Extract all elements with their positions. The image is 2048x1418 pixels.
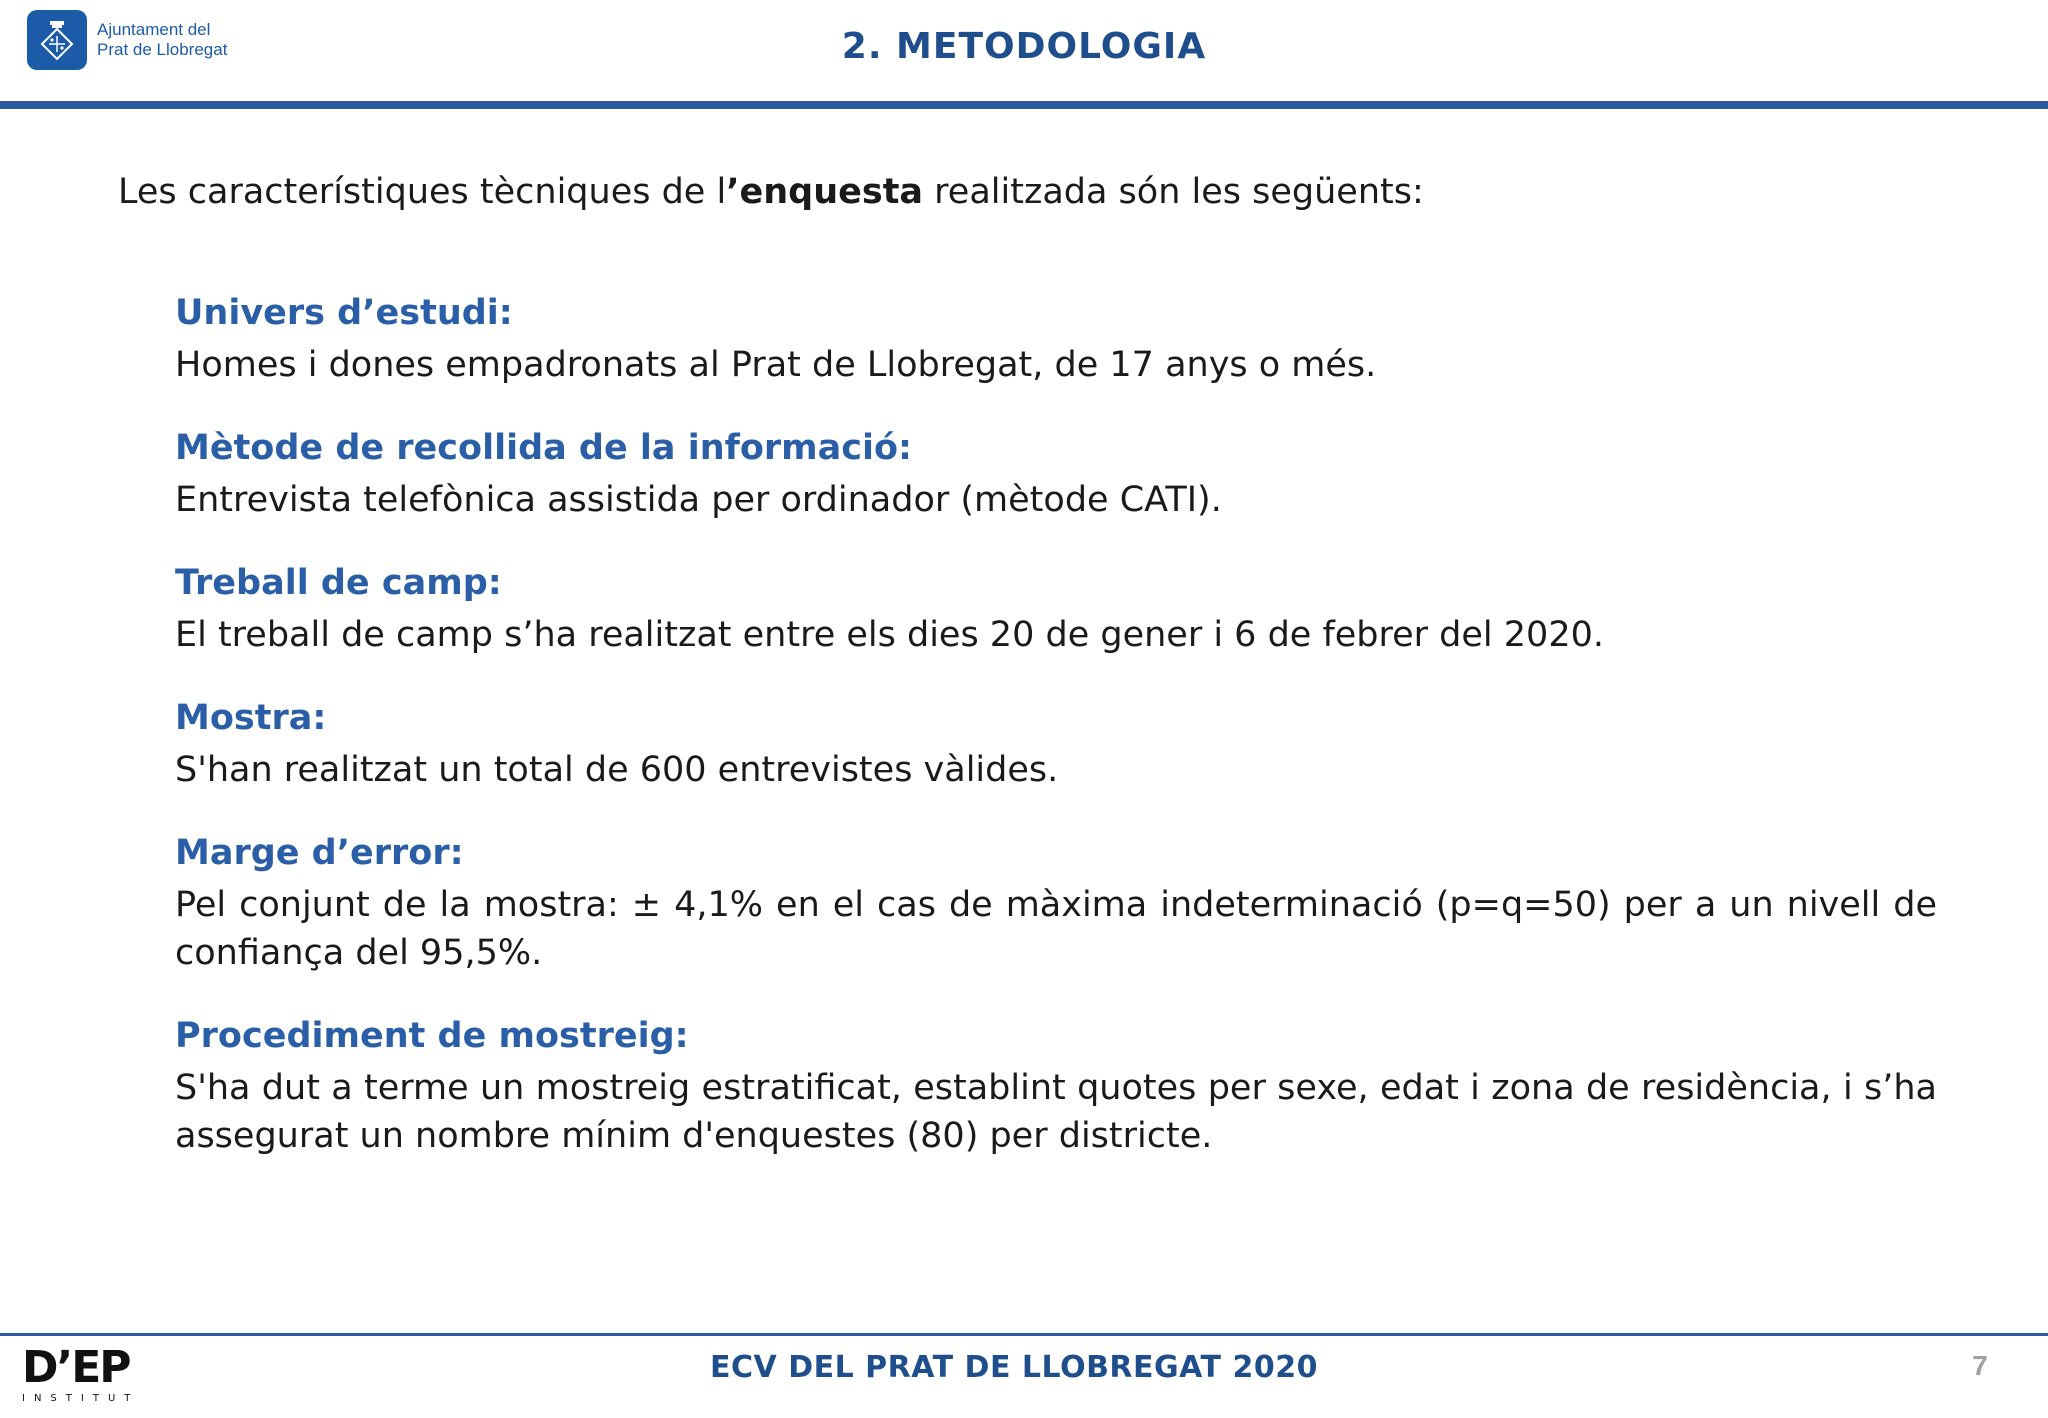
section-title: Univers d’estudi:: [175, 293, 513, 333]
footer-title: ECV DEL PRAT DE LLOBREGAT 2020: [710, 1350, 1318, 1385]
org-name-line-2: Prat de Llobregat: [97, 40, 228, 59]
section-text: Homes i dones empadronats al Prat de Llobregat, de 17 anys o més.: [175, 345, 1377, 385]
intro-text-bold: ’enquesta: [726, 172, 924, 212]
section-title: Treball de camp:: [175, 563, 502, 603]
section-marge-error: [175, 825, 1937, 977]
org-name-line-1: Ajuntament del: [97, 20, 211, 39]
section-metode: [175, 420, 1937, 524]
section-title: Procediment de mostreig:: [175, 1016, 689, 1056]
section-univers: [175, 285, 1937, 389]
section-text: S'han realitzat un total de 600 entrevistes vàlides.: [175, 750, 1059, 790]
section-text: Pel conjunt de la mostra: ± 4,1% en el cas de màxima indeterminació (p=q=50) per a un nivell de confiança del 95,5%.: [175, 885, 1937, 973]
intro-sentence: [118, 172, 1424, 212]
section-title: Mètode de recollida de la informació:: [175, 428, 913, 468]
section-text: El treball de camp s’ha realitzat entre els dies 20 de gener i 6 de febrer del 2020.: [175, 615, 1604, 655]
page-title: 2. METODOLOGIA: [841, 26, 1207, 67]
footer-divider: [0, 1333, 2048, 1336]
section-procediment: [175, 1008, 1937, 1160]
dep-brand-text: D’EP: [22, 1342, 130, 1393]
intro-text-start: Les característiques tècniques de l: [118, 172, 727, 212]
section-text: S'ha dut a terme un mostreig estratificat, establint quotes per sexe, edat i zona de residència, i s’ha assegurat un nombre mínim d'enquestes (80) per districte.: [175, 1068, 1937, 1156]
intro-text-end: realitzada són les següents:: [923, 172, 1424, 212]
section-title: Marge d’error:: [175, 833, 464, 873]
header-divider: [0, 101, 2048, 109]
section-mostra: [175, 690, 1937, 794]
methodology-sections: [175, 285, 1937, 1191]
section-text: Entrevista telefònica assistida per ordinador (mètode CATI).: [175, 480, 1222, 520]
section-treball-camp: [175, 555, 1937, 659]
dep-brand-subtext: INSTITUT: [22, 1393, 140, 1404]
section-title: Mostra:: [175, 698, 327, 738]
page-number: 7: [1972, 1350, 1988, 1381]
